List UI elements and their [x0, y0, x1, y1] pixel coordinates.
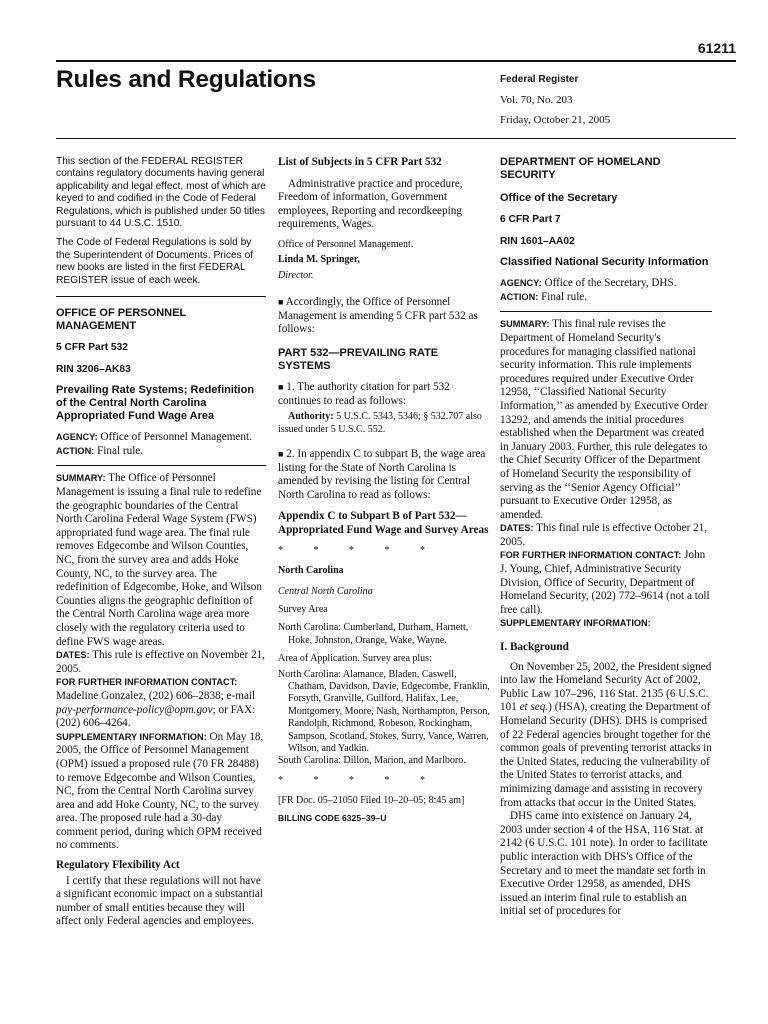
- contact-email[interactable]: pay-performance-policy@opm.gov: [56, 703, 213, 716]
- summary-label: SUMMARY:: [500, 319, 550, 330]
- bg-p1-a: On November 25, 2002, the President signed into law the Homeland Security Act of 2002, Public Law 107–296, 116 Stat. 2135 (6 U.S.C. 101: [500, 660, 712, 714]
- fr-label: Federal Register: [500, 74, 579, 85]
- survey-area-label: Survey Area: [278, 603, 328, 615]
- intro-box: [56, 156, 266, 287]
- fr-volume: Vol. 70, No. 203: [500, 93, 573, 106]
- background-paragraph-1: [500, 661, 712, 811]
- column-2: [278, 156, 490, 825]
- intro-paragraph-2: The Code of Federal Regulations is sold by the Superintendent of Documents. Prices of new books are listed in the first FEDERAL REGISTER issue of each week.: [56, 237, 254, 286]
- action-line: [500, 291, 712, 305]
- billing-code: BILLING CODE 6325–39–U: [278, 812, 387, 823]
- divider: [500, 311, 712, 312]
- document-title: Prevailing Rate Systems; Redefinition of the Central North Carolina Appropriated Fund Wage Area: [56, 384, 255, 423]
- bullet-icon: ■: [278, 297, 284, 308]
- dates-label: DATES:: [500, 523, 534, 534]
- agency-line: [56, 431, 266, 445]
- cfr-part: 6 CFR Part 7: [500, 214, 561, 225]
- supplementary-info: [500, 617, 712, 631]
- part-heading: PART 532—PREVAILING RATE SYSTEMS: [278, 346, 439, 372]
- dates: [56, 649, 266, 676]
- top-rule: [56, 60, 736, 62]
- summary-label: SUMMARY:: [56, 473, 106, 484]
- sc-application-counties: South Carolina: Dillon, Marion, and Marlboro.: [278, 755, 466, 767]
- ellipsis-stars: * * * * *: [278, 544, 439, 556]
- regulatory-flexibility-text: I certify that these regulations will not have a significant economic impact on a substantial number of small entities because they will affect only Federal agencies and employees.: [56, 874, 263, 928]
- dates: [500, 522, 712, 549]
- ellipsis-stars: * * * * *: [278, 774, 439, 786]
- area-of-application: Area of Application. Survey area plus:: [278, 653, 432, 665]
- item-2-text: 2. In appendix C to subpart B, the wage area listing for the State of North Carolina is amended by revising the listing for Central North Carolina to read as follows:: [278, 447, 486, 501]
- supplementary-label: SUPPLEMENTARY INFORMATION:: [500, 618, 651, 629]
- supplementary-info: [56, 731, 266, 853]
- bullet-icon: ■: [278, 381, 284, 392]
- fr-doc-line: [FR Doc. 05–21050 Filed 10–20–05; 8:45 am]: [278, 795, 465, 807]
- header-rule: [56, 138, 736, 139]
- signature-agency: Office of Personnel Management.: [278, 238, 414, 250]
- contact-fax: ; or FAX: (202) 606–4264.: [56, 703, 256, 730]
- item-1: [278, 381, 490, 408]
- signer-name: Linda M. Springer,: [278, 254, 360, 266]
- supplementary-label: SUPPLEMENTARY INFORMATION:: [56, 731, 207, 742]
- action-label: ACTION:: [500, 291, 539, 302]
- bullet-icon: ■: [278, 448, 284, 459]
- summary-text: This final rule revises the Department of Homeland Security's procedures for managing classified national security information. This rule implements procedures required under Executive Order 12958, ‘‘Classified National Security Information,’’ as amended by Executive Order 13292, and amends the initial procedures established when the Department was created in January 2003. Further, this rule delegates to the Chief Security Officer of the Department of Homeland Security the responsibility of serving as the ‘‘Senior Agency Official’’ pursuant to Executive Order 12958, as amended.: [500, 318, 708, 521]
- background-heading: I. Background: [500, 641, 569, 654]
- dates-label: DATES:: [56, 650, 90, 661]
- agency-value: Office of the Secretary, DHS.: [544, 277, 677, 290]
- divider: [56, 465, 266, 466]
- authority: [278, 411, 490, 436]
- signer-title: Director.: [278, 269, 314, 281]
- fr-date: Friday, October 21, 2005: [500, 114, 611, 127]
- item-2: [278, 448, 490, 502]
- subjects-heading: List of Subjects in 5 CFR Part 532: [278, 156, 442, 168]
- page-number: 61211: [697, 40, 736, 56]
- area-name: Central North Carolina: [278, 585, 373, 597]
- summary-text: The Office of Personnel Management is issuing a final rule to redefine the geographic boundaries of the Central North Carolina Federal Wage System (FWS) appropriated fund wage area. The final rule removes Edgecombe and Wilson Counties, NC, from the survey area and adds Hoke County, NC, to the survey area. The redefinition of Edgecombe, Hoke, and Wilson Counties aligns the geographic definition of the Central North Carolina wage area more closely with the regulatory criteria used to define FWS wage areas.: [56, 472, 262, 648]
- contact-label: FOR FURTHER INFORMATION CONTACT:: [500, 550, 682, 561]
- contact: [500, 549, 712, 617]
- supplementary-text: On May 18, 2005, the Office of Personnel Management (OPM) issued a proposed rule (70 FR 28488) to remove Edgecombe and Wilson Counties, NC, from the Central North Carolina survey area and add Hoke County, NC, to the survey area. The proposed rule had a 30-day comment period, during which OPM received no comments.: [56, 730, 264, 852]
- cfr-part: 5 CFR Part 532: [56, 342, 128, 354]
- divider: [56, 296, 266, 297]
- appendix-heading: Appendix C to Subpart B of Part 532—Appropriated Fund Wage and Survey Areas: [278, 510, 489, 536]
- contact-label: FOR FURTHER INFORMATION CONTACT:: [56, 677, 238, 688]
- agency-value: Office of Personnel Management.: [100, 431, 252, 444]
- document-title: Classified National Security Information: [500, 256, 709, 269]
- action-label: ACTION:: [56, 445, 95, 456]
- summary: [500, 318, 712, 522]
- background-paragraph-2: DHS came into existence on January 24, 2003 under section 4 of the HSA, 116 Stat. at 2142 (6 U.S.C. 101 note). In order to facilitate public interaction with DHS's Office of the Secretary and to meet the mandate set forth in Executive Order 12958, as amended, DHS issued an interim final rule to establish an initial set of procedures for: [500, 810, 708, 918]
- dates-text: This final rule is effective October 21, 2005.: [500, 522, 708, 548]
- agency-line: [500, 277, 712, 291]
- item-1-text: 1. The authority citation for part 532 continues to read as follows:: [278, 380, 450, 407]
- agency-heading: OFFICE OF PERSONNEL MANAGEMENT: [56, 307, 186, 333]
- summary: [56, 472, 266, 649]
- agency-label: AGENCY:: [500, 278, 542, 289]
- authority-text: 5 U.S.C. 5343, 5346; § 532.707 also issued under 5 U.S.C. 552.: [278, 411, 482, 435]
- intro-paragraph-1: This section of the FEDERAL REGISTER contains regulatory documents having general applicability and legal effect, most of which are keyed to and codified in the Code of Federal Regulations, which is published under 50 titles pursuant to 44 U.S.C. 1510.: [56, 156, 266, 230]
- rin: RIN 1601–AA02: [500, 235, 575, 247]
- agency-label: AGENCY:: [56, 432, 98, 443]
- contact-text: John J. Young, Chief, Administrative Security Division, Office of Security, Department of Homeland Security, (202) 772–9614 (not a toll free call).: [500, 549, 710, 616]
- office-heading: Office of the Secretary: [500, 192, 618, 204]
- nc-application-counties: North Carolina: Alamance, Bladen, Caswell, Chatham, Davidson, Davie, Edgecombe, Franklin, Forsyth, Granville, Guilford, Halifax, Lee, Montgomery, Moore, Nash, Northampton, Person, Randolph, Richmond, Robeson, Rockingham, Sampson, Scotland, Stokes, Surry, Vance, Warren, Wilson, and Yadkin.: [278, 668, 490, 754]
- department-heading: DEPARTMENT OF HOMELAND SECURITY: [500, 156, 661, 181]
- authority-label: Authority:: [288, 411, 334, 423]
- contact: [56, 676, 266, 730]
- section-title: Rules and Regulations: [56, 66, 316, 93]
- subjects-text: Administrative practice and procedure, Freedom of information, Government employees, Reporting and recordkeeping requirements, Wages.: [278, 177, 463, 231]
- action-line: [56, 445, 266, 459]
- nc-survey-counties: North Carolina: Cumberland, Durham, Harnett, Hoke, Johnston, Orange, Wake, Wayne.: [278, 622, 469, 646]
- regulatory-flexibility-heading: Regulatory Flexibility Act: [56, 859, 180, 872]
- bg-p1-em: et seq.: [519, 701, 549, 714]
- bg-p1-b: ) (HSA), creating the Department of Homeland Security (DHS). DHS is comprised of 22 Federal agencies brought together for the common goals of preventing terrorist attacks in the United States, reducing the vulnerability of the United States to terrorist attacks, and minimizing damage and assisting in recovery from attacks that occur in the United States.: [500, 701, 712, 809]
- column-3: [500, 156, 712, 919]
- action-value: Final rule.: [541, 290, 588, 303]
- action-value: Final rule.: [97, 444, 144, 457]
- contact-text: Madeline Gonzalez, (202) 606–2838; e-mail: [56, 689, 256, 702]
- federal-register-header: [500, 74, 610, 135]
- dates-text: This rule is effective on November 21, 2005.: [56, 649, 265, 675]
- rin: RIN 3206–AK83: [56, 363, 131, 375]
- state-heading: North Carolina: [278, 565, 344, 577]
- amendment-text: Accordingly, the Office of Personnel Management is amending 5 CFR part 532 as follows:: [278, 296, 478, 336]
- column-1: [56, 156, 266, 929]
- amendment-instruction: [278, 296, 490, 337]
